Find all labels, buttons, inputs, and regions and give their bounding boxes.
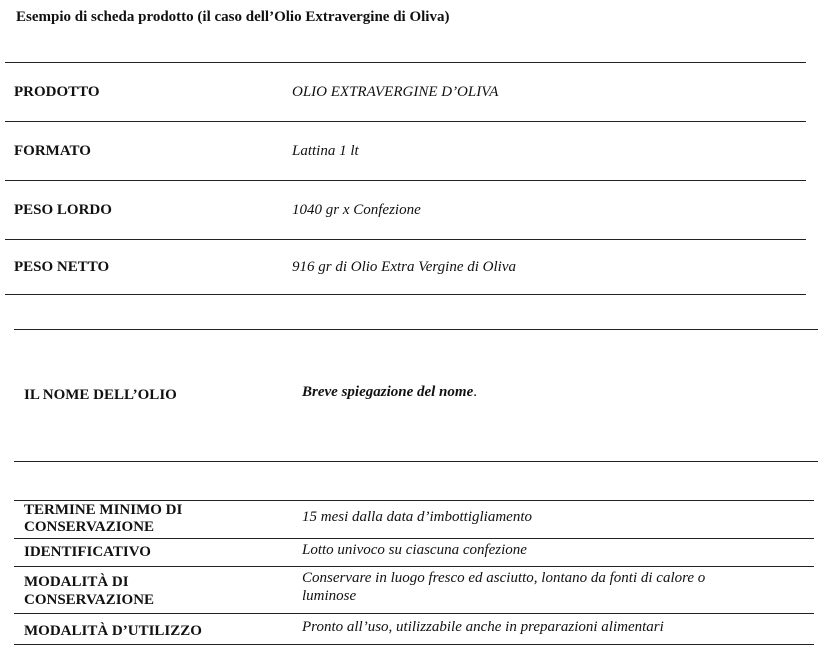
shelf-life-value: 15 mesi dalla data d’imbottigliamento bbox=[302, 509, 532, 525]
usage-value: Pronto all’uso, utilizzabile anche in preparazioni alimentari bbox=[302, 619, 664, 635]
table-rule bbox=[5, 294, 806, 295]
shelf-life-label-line2: CONSERVAZIONE bbox=[24, 519, 155, 535]
table-rule bbox=[14, 566, 814, 567]
identifier-value: Lotto univoco su ciascuna confezione bbox=[302, 542, 527, 558]
storage-value-line2: luminose bbox=[302, 588, 357, 604]
format-label: FORMATO bbox=[14, 143, 91, 159]
table-rule bbox=[5, 180, 806, 181]
oil-name-value-bold: Breve spiegazione del nome bbox=[302, 384, 474, 400]
usage-label: MODALITÀ D’UTILIZZO bbox=[24, 623, 202, 639]
table-rule bbox=[14, 538, 814, 539]
table-rule bbox=[5, 239, 806, 240]
storage-label-line2: CONSERVAZIONE bbox=[24, 592, 155, 608]
identifier-label: IDENTIFICATIVO bbox=[24, 544, 151, 560]
gross-weight-value: 1040 gr x Confezione bbox=[292, 202, 421, 218]
table-rule bbox=[5, 121, 806, 122]
product-value: OLIO EXTRAVERGINE D’OLIVA bbox=[292, 84, 499, 100]
table-rule bbox=[14, 500, 814, 501]
shelf-life-label-line1: TERMINE MINIMO DI bbox=[24, 502, 183, 518]
gross-weight-label: PESO LORDO bbox=[14, 202, 112, 218]
oil-name-label: IL NOME DELL’OLIO bbox=[24, 387, 177, 403]
document-title: Esempio di scheda prodotto (il caso dell’Olio Extravergine di Oliva) bbox=[16, 9, 450, 25]
table-rule bbox=[14, 644, 814, 645]
net-weight-value: 916 gr di Olio Extra Vergine di Oliva bbox=[292, 259, 517, 275]
oil-name-value bbox=[302, 384, 477, 401]
oil-name-value-suffix: . bbox=[473, 384, 477, 400]
table-rule bbox=[5, 62, 806, 63]
format-value: Lattina 1 lt bbox=[292, 143, 359, 159]
table-rule bbox=[14, 329, 818, 330]
net-weight-label: PESO NETTO bbox=[14, 259, 110, 275]
storage-value-line1: Conservare in luogo fresco ed asciutto, lontano da fonti di calore o bbox=[302, 570, 706, 586]
product-label: PRODOTTO bbox=[14, 84, 100, 100]
table-rule bbox=[14, 461, 818, 462]
table-rule bbox=[14, 613, 814, 614]
storage-label-line1: MODALITÀ DI bbox=[24, 574, 129, 590]
